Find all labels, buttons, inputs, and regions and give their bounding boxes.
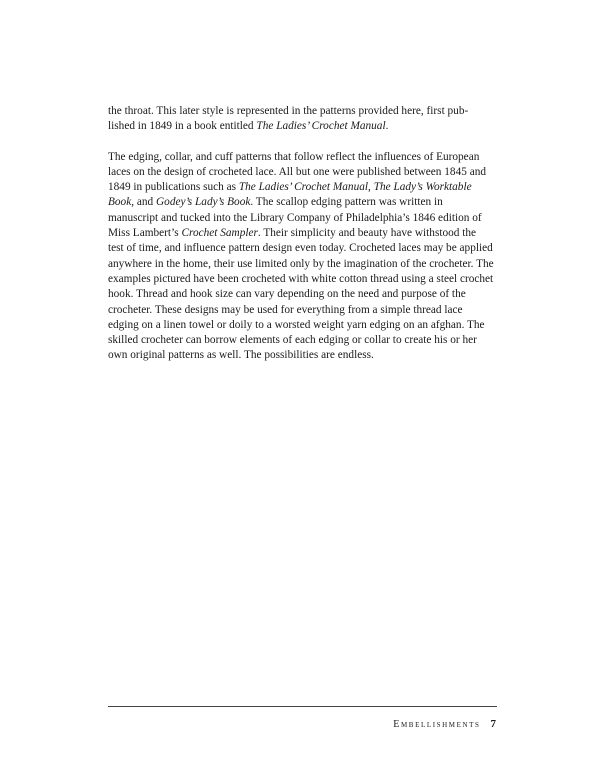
run-2-1: The edging, collar, and cuff patterns that follow reflect the influences of European laces on the design of crocheted lace. All but one were published between 1845 and 1849 in publications such as xyxy=(108,150,487,194)
running-footer-section-title: Embellishments xyxy=(393,719,481,730)
run-1-1: the throat. This later style is represented in the patterns provided here, first pub-lished in 1849 in a book entitled xyxy=(108,105,469,133)
paragraph-1 xyxy=(108,104,494,135)
run-2-3: , xyxy=(368,181,374,194)
footer-divider xyxy=(108,706,497,707)
run-2-7: . The scallop edging pattern was written in manuscript and tucked into the Library Company of Philadelphia’s 1846 edition of Miss Lambert’s xyxy=(108,196,482,240)
book-title-ladies-crochet-manual: The Ladies’ Crochet Manual xyxy=(238,181,369,194)
run-2-5: , and xyxy=(131,196,157,209)
page-footer xyxy=(393,714,496,732)
run-1-3: . xyxy=(385,120,389,133)
book-title-ladys-worktable-book: The Lady’s Worktable Book xyxy=(108,181,472,209)
book-title-ladies-crochet-manual: The Ladies’ Crochet Manual xyxy=(256,120,386,133)
paragraph-2 xyxy=(108,150,494,364)
run-2-9: . Their simplicity and beauty have withstood the test of time, and influence pattern design even today. Crocheted laces may be applied anywhere in the home, their use limited only by the imagination of the crocheter. The examples pictured have been crocheted with white cotton thread using a steel crochet hook. Thread and hook size can vary depending on the need and purpose of the crocheter. These designs may be used for everything from a simple thread lace edging on a linen towel or doily to a worsted weight yarn edging on an afghan. The skilled crocheter can borrow elements of each edging or collar to create his or her own original patterns as well. The possibilities are endless. xyxy=(108,227,494,362)
book-title-crochet-sampler: Crochet Sampler xyxy=(181,227,258,240)
body-text xyxy=(108,104,494,379)
page-number: 7 xyxy=(490,718,496,730)
book-title-godeys-ladys-book: Godey’s Lady’s Book xyxy=(156,196,251,209)
